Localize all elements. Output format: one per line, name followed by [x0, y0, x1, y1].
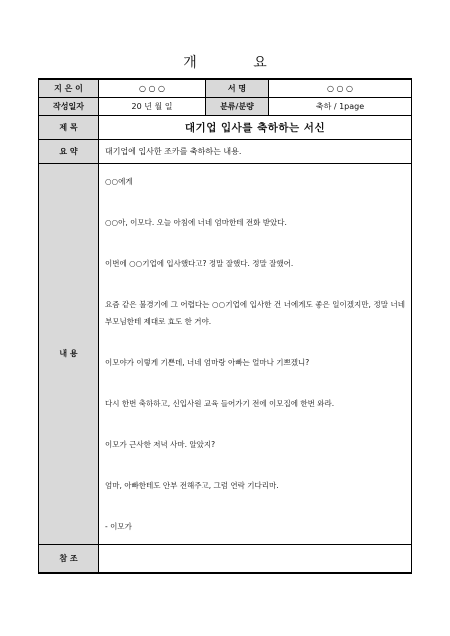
content-label: 내 용	[39, 163, 99, 544]
author-label: 지 은 이	[39, 79, 99, 97]
date-value: 20 년 월 일	[99, 97, 206, 115]
author-value: ○ ○ ○	[99, 79, 206, 97]
signature-value: ○ ○ ○	[269, 79, 412, 97]
subject-label: 제 목	[39, 115, 99, 139]
category-label: 분류/분량	[206, 97, 269, 115]
reference-label: 참 조	[39, 544, 99, 573]
body-paragraph: ○○에게	[105, 176, 133, 186]
body-paragraph: 엄마, 아빠한테도 안부 전해주고, 그럼 연락 기다리마.	[105, 480, 279, 490]
body-paragraph: ○○아, 이모다. 오늘 아침에 너네 엄마한테 전화 받았다.	[105, 217, 287, 227]
body-paragraph: 이번에 ○○기업에 입사했다고? 정말 잘했다. 정말 잘했어.	[105, 258, 294, 268]
document-form	[38, 78, 412, 574]
date-label: 작성일자	[39, 97, 99, 115]
subject-value: 대기업 입사를 축하하는 서신	[99, 115, 412, 139]
body-signature: - 이모가	[105, 521, 132, 531]
reference-value	[99, 544, 412, 573]
body-paragraph: 다시 한번 축하하고, 신입사원 교육 들어가기 전에 이모집에 한번 와라.	[105, 398, 335, 408]
summary-label: 요 약	[39, 139, 99, 163]
document-title: 개 요	[183, 55, 293, 71]
body-paragraph: 요즘 같은 불경기에 그 어렵다는 ○○기업에 입사한 건 너에게도 좋은 일이겠지만, 정말 너네 부모님한테 제대로 효도 한 거야.	[105, 299, 405, 326]
category-value: 축하 / 1page	[269, 97, 412, 115]
content-body	[99, 163, 412, 544]
summary-value: 대기업에 입사한 조카를 축하하는 내용.	[99, 139, 412, 163]
body-paragraph: 이모가 근사한 저녁 사마. 알았지?	[105, 439, 216, 449]
body-paragraph: 이모야가 이렇게 기쁜데, 너네 엄마랑 아빠는 얼마나 기쁘겠니?	[105, 357, 310, 367]
signature-label: 서 명	[206, 79, 269, 97]
